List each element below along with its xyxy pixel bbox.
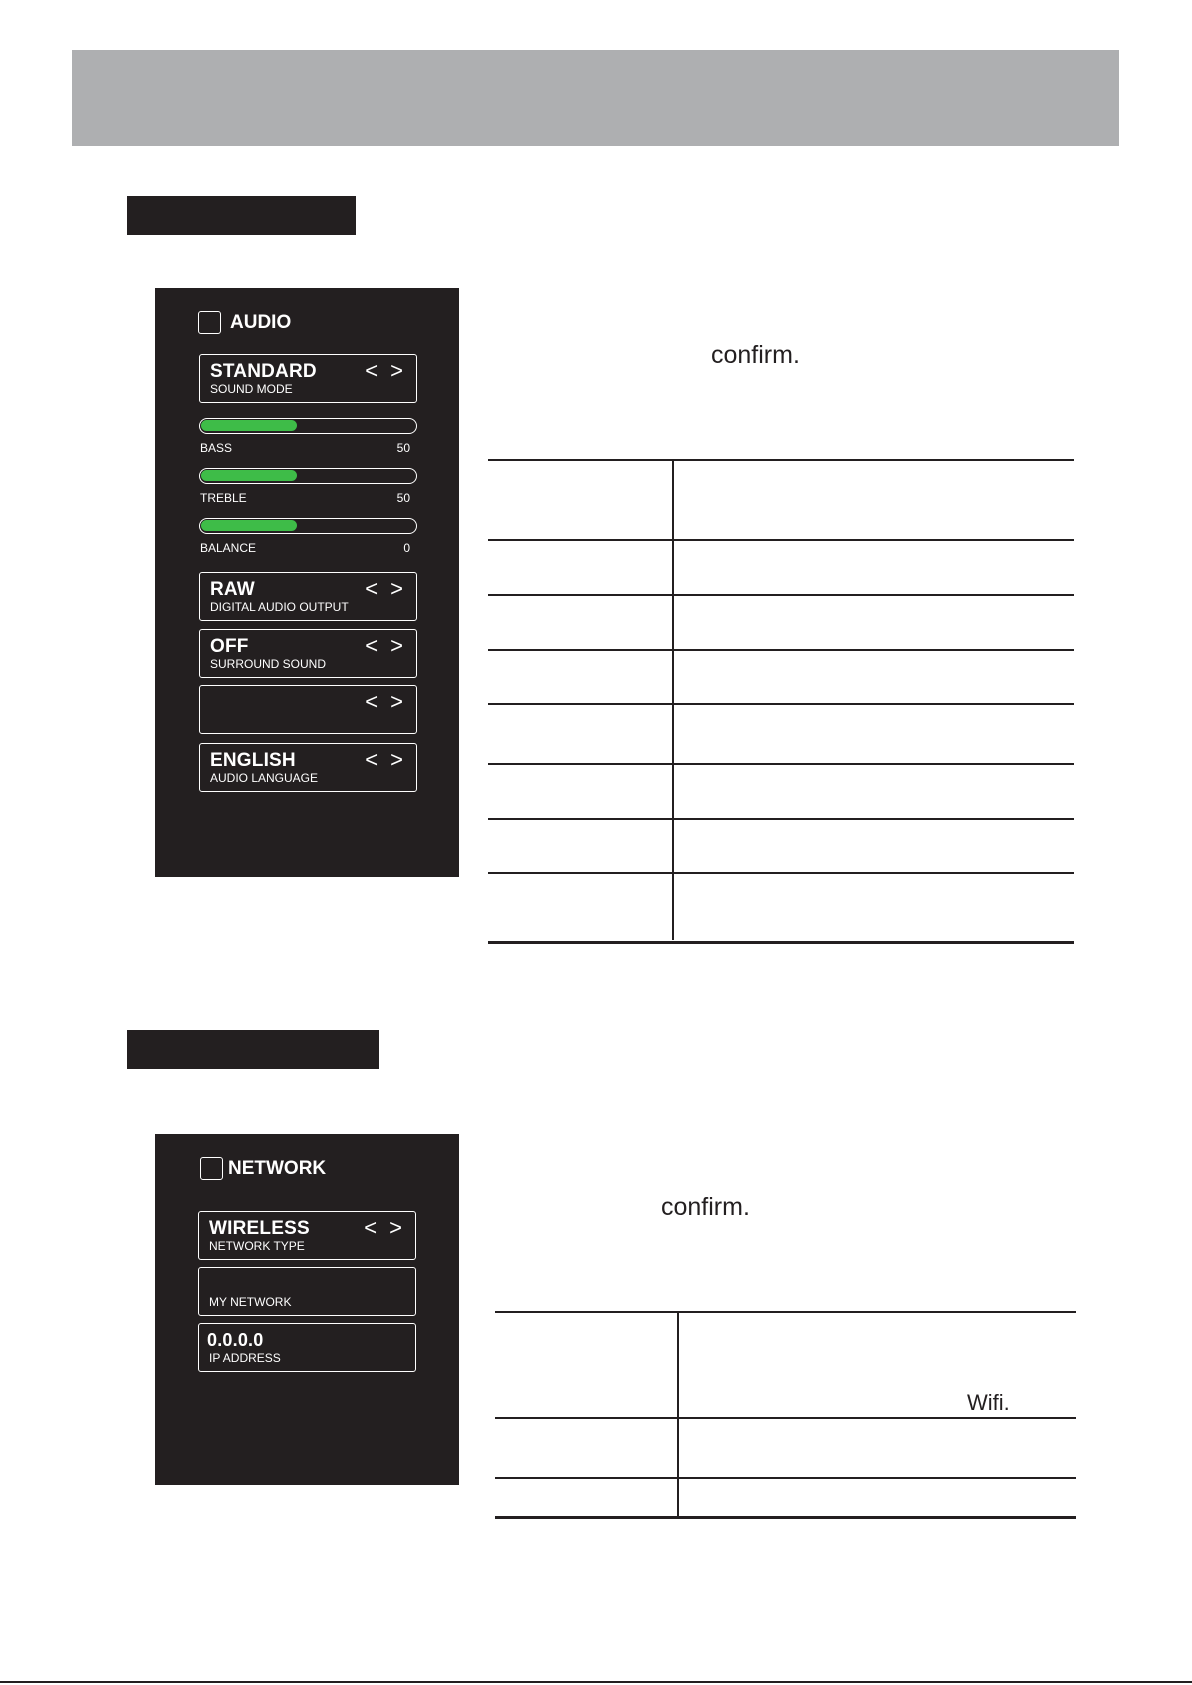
bass-label: BASS bbox=[200, 441, 233, 455]
network-type-label: NETWORK TYPE bbox=[209, 1239, 305, 1253]
audio-table-row-rule bbox=[488, 763, 1074, 765]
network-menu-icon bbox=[200, 1157, 223, 1180]
audio-table-bottom-rule bbox=[488, 941, 1074, 944]
audio-table-row-rule bbox=[488, 872, 1074, 874]
audio-language-value: ENGLISH bbox=[210, 750, 296, 771]
network-menu-panel bbox=[155, 1134, 459, 1485]
audio-panel-title bbox=[198, 311, 291, 334]
blank-option-arrows[interactable]: < > bbox=[365, 689, 406, 714]
network-table-row-rule bbox=[495, 1417, 1076, 1419]
digital-audio-output-option[interactable] bbox=[199, 572, 417, 621]
audio-table-row-rule bbox=[488, 594, 1074, 596]
balance-slider-track[interactable] bbox=[199, 518, 417, 534]
network-section-tab bbox=[127, 1030, 379, 1069]
digital-audio-output-arrows[interactable]: < > bbox=[365, 576, 406, 601]
balance-slider-fill bbox=[201, 520, 297, 531]
bass-value: 50 bbox=[396, 441, 410, 455]
bass-slider-fill bbox=[201, 420, 297, 431]
surround-sound-value: OFF bbox=[210, 636, 249, 657]
network-wifi-text: Wifi. bbox=[967, 1390, 1010, 1415]
sound-mode-arrows[interactable]: < > bbox=[365, 358, 406, 383]
blank-option[interactable] bbox=[199, 685, 417, 734]
network-table-bottom-rule bbox=[495, 1516, 1076, 1519]
my-network-label: MY NETWORK bbox=[209, 1295, 292, 1309]
digital-audio-output-label: DIGITAL AUDIO OUTPUT bbox=[210, 600, 349, 614]
footer-rule bbox=[0, 1681, 1192, 1683]
ip-address-label: IP ADDRESS bbox=[209, 1351, 281, 1365]
audio-section-tab bbox=[127, 196, 356, 235]
treble-label: TREBLE bbox=[200, 491, 247, 505]
surround-sound-option[interactable] bbox=[199, 629, 417, 678]
surround-sound-arrows[interactable]: < > bbox=[365, 633, 406, 658]
audio-table-row-rule bbox=[488, 703, 1074, 705]
audio-language-option[interactable] bbox=[199, 743, 417, 792]
ip-address-field bbox=[198, 1323, 416, 1372]
network-table-row-rule bbox=[495, 1477, 1076, 1479]
balance-value: 0 bbox=[403, 541, 410, 555]
audio-title-text: AUDIO bbox=[230, 311, 292, 333]
network-table-top-rule bbox=[495, 1311, 1076, 1313]
audio-menu-icon bbox=[198, 311, 221, 334]
network-table-column-divider bbox=[677, 1312, 679, 1516]
balance-label: BALANCE bbox=[200, 541, 257, 555]
network-panel-title bbox=[200, 1157, 326, 1180]
network-type-option[interactable] bbox=[198, 1211, 416, 1260]
my-network-option[interactable] bbox=[198, 1267, 416, 1316]
network-type-value: WIRELESS bbox=[209, 1218, 310, 1239]
audio-table-row-rule bbox=[488, 649, 1074, 651]
audio-language-label: AUDIO LANGUAGE bbox=[210, 771, 319, 785]
audio-menu-panel bbox=[155, 288, 459, 877]
audio-confirm-text: confirm. bbox=[711, 341, 800, 369]
ip-address-value: 0.0.0.0 bbox=[207, 1330, 264, 1350]
header-bar bbox=[72, 50, 1119, 146]
audio-table-row-rule bbox=[488, 818, 1074, 820]
surround-sound-label: SURROUND SOUND bbox=[210, 657, 327, 671]
sound-mode-value: STANDARD bbox=[210, 361, 317, 382]
treble-slider-fill bbox=[201, 470, 297, 481]
bass-slider-track[interactable] bbox=[199, 418, 417, 434]
treble-value: 50 bbox=[396, 491, 410, 505]
network-title-text: NETWORK bbox=[228, 1157, 327, 1179]
audio-table-row-rule bbox=[488, 539, 1074, 541]
audio-table-column-divider bbox=[672, 460, 674, 940]
digital-audio-output-value: RAW bbox=[210, 579, 255, 600]
treble-slider-track[interactable] bbox=[199, 468, 417, 484]
audio-language-arrows[interactable]: < > bbox=[365, 747, 406, 772]
network-type-arrows[interactable]: < > bbox=[364, 1215, 405, 1240]
sound-mode-option[interactable] bbox=[199, 354, 417, 403]
audio-table-top-rule bbox=[488, 459, 1074, 461]
network-confirm-text: confirm. bbox=[661, 1193, 750, 1221]
sound-mode-label: SOUND MODE bbox=[210, 382, 293, 396]
